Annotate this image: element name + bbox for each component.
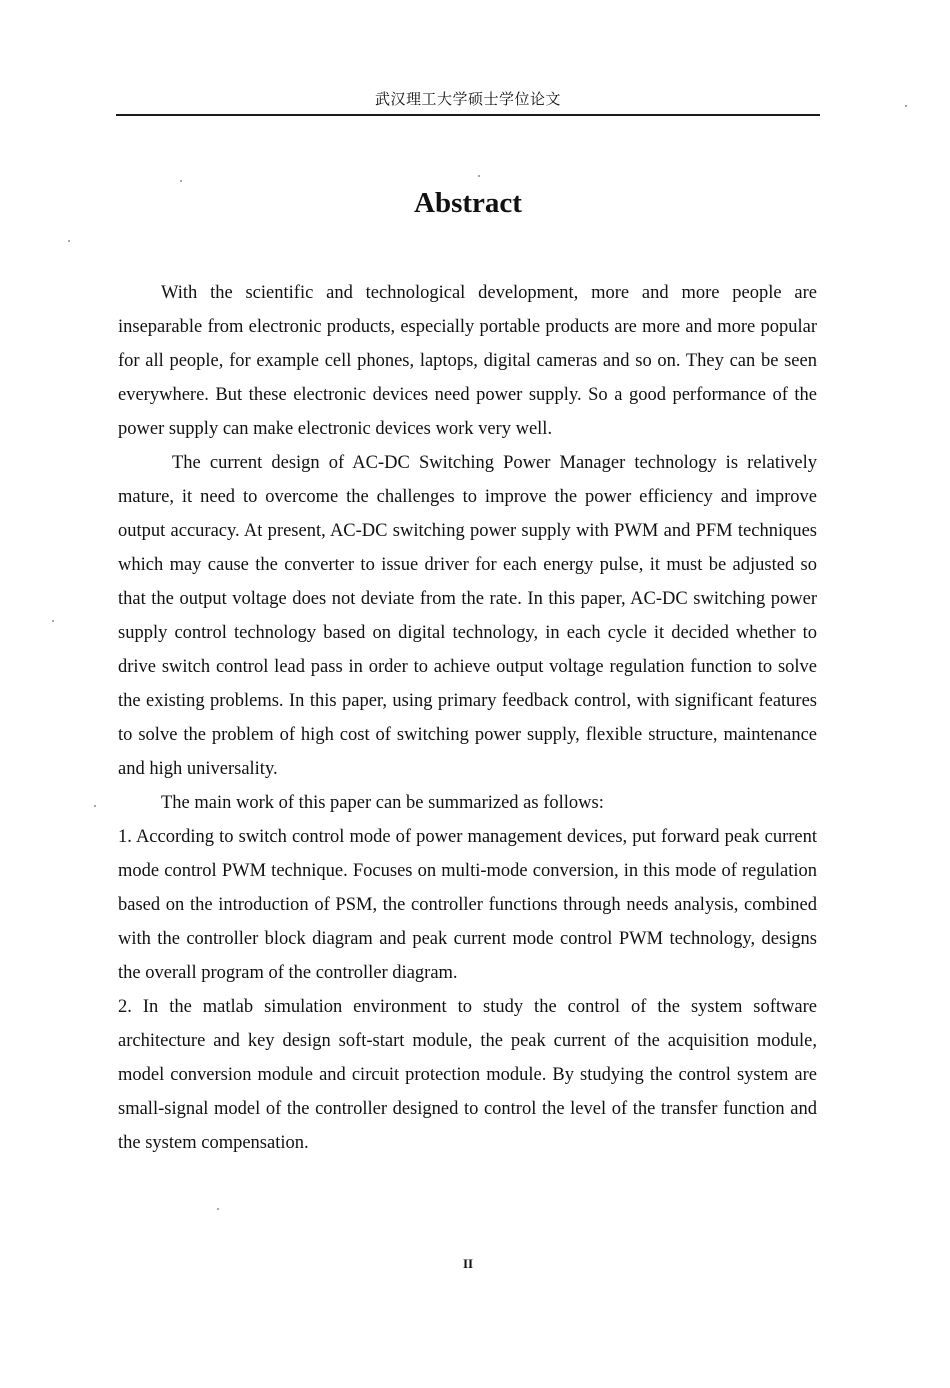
text-line: and PFM techniques which may cause the converter to issue driver for each energy <box>118 521 817 575</box>
paragraph-1 <box>118 276 817 446</box>
text-line: mode control PWM technology, designs the overall program of the controller diagram. <box>118 929 818 983</box>
scan-speck <box>52 620 54 622</box>
text-line: The current design of AC-DC Switching Power Manager technology is <box>172 453 739 473</box>
text-line: paper, using primary feedback control, with significant features to solve the problem <box>118 691 817 745</box>
scan-speck <box>217 1208 219 1210</box>
text-line: of high cost of switching power supply, flexible structure, maintenance and high <box>118 725 818 779</box>
text-line: control system are small-signal model of the controller designed to control the level <box>118 1065 817 1119</box>
text-line: architecture and key design soft-start module, the peak current of the acquisition <box>118 1031 749 1051</box>
text-line: through needs analysis, combined with the controller block diagram and peak current <box>118 895 817 949</box>
scan-speck <box>94 805 96 807</box>
abstract-title: Abstract <box>414 187 522 219</box>
text-line: 1. According to switch control mode of power management devices, put forward peak <box>118 827 760 847</box>
list-item-1 <box>118 820 817 990</box>
thesis-header-title: 武汉理工大学硕士学位论文 <box>374 90 561 108</box>
paragraph-2 <box>118 446 817 786</box>
text-line: popular for all people, for example cell phones, laptops, digital cameras and so on. <box>118 317 818 371</box>
text-line: They can be seen everywhere. But these electronic devices need power supply. So a <box>118 351 817 405</box>
paragraph-3 <box>118 786 817 820</box>
text-line: 2. In the matlab simulation environment to study the control of the system software <box>118 997 817 1017</box>
text-line: pulse, it must be adjusted so that the output voltage does not deviate from the rate. In <box>118 555 818 609</box>
list-item-2 <box>118 990 817 1160</box>
text-line: to achieve output voltage regulation function to solve the existing problems. In this <box>118 657 818 711</box>
text-line: inseparable from electronic products, especially portable products are more and more <box>118 317 756 337</box>
text-line: universality. <box>186 759 278 779</box>
page-number: II <box>462 1256 474 1271</box>
text-line: relatively mature, it need to overcome the challenges to improve the power efficiency <box>118 453 818 507</box>
text-line: mode of regulation based on the introduction of PSM, the controller functions <box>118 861 818 915</box>
text-line: current mode control PWM technique. Focuses on multi-mode conversion, in this <box>118 827 817 881</box>
text-line: this paper, AC-DC switching power supply control technology based on digital <box>118 589 818 643</box>
text-line: The main work of this paper can be summarized as follows: <box>161 793 604 813</box>
text-line: and improve output accuracy. At present, AC-DC switching power supply with PWM <box>118 487 817 541</box>
scan-speck <box>478 175 480 177</box>
text-line: With the scientific and technological development, more and more people are <box>161 283 817 303</box>
text-line: good performance of the power supply can make electronic devices work very well. <box>118 385 817 439</box>
text-line: of the transfer function and the system compensation. <box>118 1099 817 1153</box>
text-line: module, model conversion module and circuit protection module. By studying the <box>118 1031 817 1085</box>
scan-speck <box>905 105 907 107</box>
scan-speck <box>180 180 182 182</box>
text-line: technology, in each cycle it decided whether to drive switch control lead pass in order <box>118 623 818 677</box>
abstract-body <box>118 276 817 1160</box>
scan-speck <box>68 240 70 242</box>
running-header <box>116 86 820 116</box>
